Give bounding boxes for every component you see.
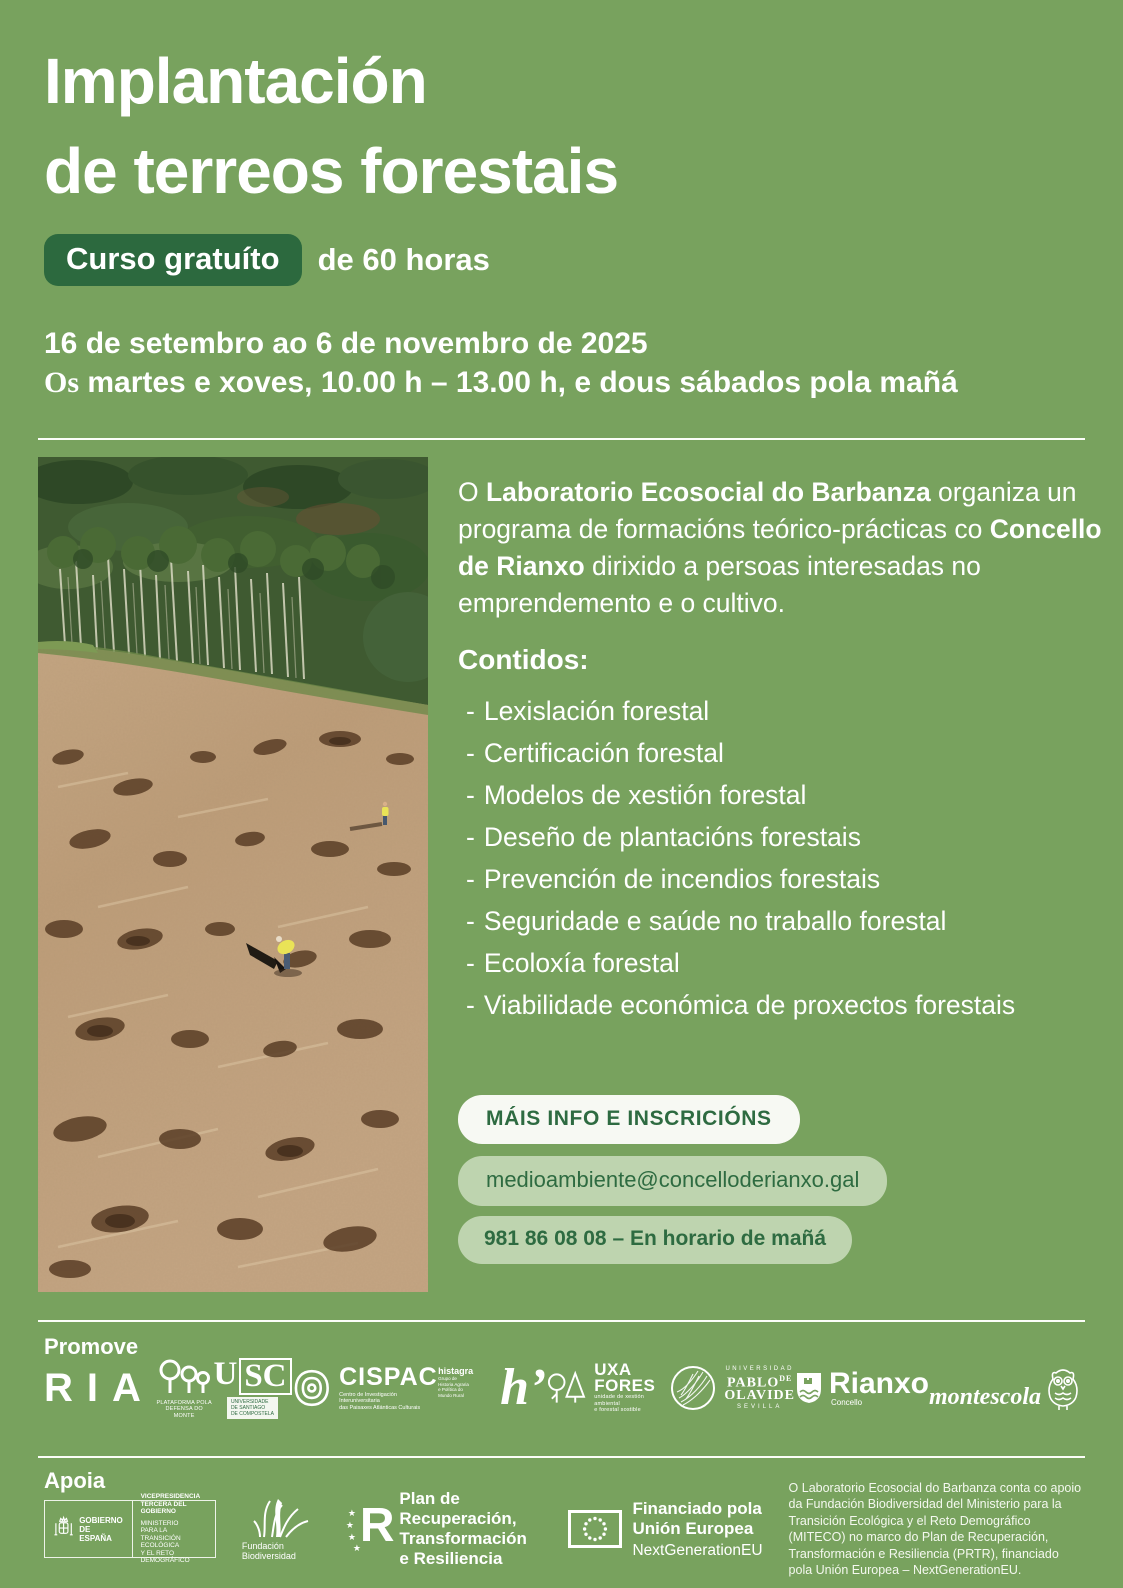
content-item — [466, 690, 1015, 732]
intro-text: O — [458, 477, 486, 507]
rianxo-shield-icon — [795, 1371, 823, 1405]
apoia-label: Apoia — [44, 1468, 106, 1493]
ministerio-label: VICEPRESIDENCIA TERCERA DEL GOBIERNO MINISTERIO PARA LA TRANSICIÓN ECOLÓGICA Y EL RETO DEMOGRÁFICO — [132, 1501, 215, 1557]
grass-icon — [250, 1497, 312, 1539]
spain-coat-of-arms-icon — [53, 1515, 74, 1543]
fundacion-biodiversidad-logo — [242, 1497, 320, 1561]
gobierno-espana-logo — [44, 1493, 216, 1565]
prtr-label: Plan de Recuperación, Transformación e Resiliencia — [399, 1489, 527, 1568]
eu-funding-logo — [568, 1499, 762, 1560]
field-photo — [38, 457, 428, 1292]
content-item-label: Certificación forestal — [483, 738, 724, 768]
usc-label: UNIVERSIDADE DE SANTIAGO DE COMPOSTELA — [227, 1397, 278, 1419]
uxafores-logo — [546, 1362, 669, 1414]
content-item — [466, 774, 1015, 816]
prtr-r-letter: R — [359, 1499, 395, 1552]
page-title — [44, 36, 618, 216]
montescola-wordmark: montescola — [929, 1384, 1041, 1410]
content-item — [466, 732, 1015, 774]
bullet: - — [466, 738, 475, 768]
uxafores-wordmark: UXA FORES — [594, 1360, 656, 1396]
upo-name-1: $PABLO^{DE}$ — [727, 1373, 793, 1391]
histagra-label: Grupo de Historia Agraria e Política do Mundo Rural — [438, 1376, 469, 1398]
legal-fine-print: O Laboratorio Ecosocial do Barbanza conta co apoio da Fundación Biodiversidad del Ministerio para la Transición Ecológica y el Reto Demográfico (MITECO) no marco do Plan de Recuperación, Transformación e Resiliencia (PRTR), financiado pola Unión Europea – NextGenerationEU. — [788, 1480, 1082, 1577]
course-dates — [44, 324, 958, 402]
plataforma-label: PLATAFORMA POLA DEFENSA DO MONTE — [156, 1399, 212, 1419]
badge-suffix: de 60 horas — [317, 242, 490, 277]
pablo-olavide-logo — [669, 1364, 795, 1412]
trees-icon — [155, 1357, 213, 1397]
montescola-logo — [929, 1365, 1083, 1411]
bullet: - — [466, 990, 475, 1020]
promoters-logo-row — [44, 1350, 1083, 1426]
content-item-label: Seguridade e saúde no traballo forestal — [483, 906, 947, 936]
upo-name-2: OLAVIDE — [724, 1388, 795, 1404]
divider-promove — [38, 1320, 1085, 1322]
phone-contact-button[interactable]: 981 86 08 08 – En horario de mañá — [458, 1216, 852, 1264]
divider-apoia — [38, 1456, 1085, 1458]
star-icon: ★ — [347, 1508, 356, 1518]
bullet: - — [466, 948, 475, 978]
content-item — [466, 858, 1015, 900]
prtr-logo — [346, 1489, 543, 1569]
cispac-rings-icon — [292, 1368, 332, 1408]
content-item-label: Modelos de xestión forestal — [483, 780, 807, 810]
histagra-logo — [438, 1359, 547, 1416]
uxafores-label: unidade de xestión ambiental e forestal sostible — [594, 1394, 645, 1414]
schedule-rest: martes e xoves, 10.00 h – 13.00 h, e dous sábados pola mañá — [79, 366, 958, 399]
upo-city-label: SEVILLA — [737, 1404, 783, 1411]
bullet: - — [466, 780, 475, 810]
owl-icon — [1043, 1365, 1083, 1411]
content-item-label: Prevención de incendios forestais — [483, 864, 881, 894]
schedule-prefix: Os — [44, 366, 80, 399]
more-info-button[interactable]: MÁIS INFO E INSCRICIÓNS — [458, 1095, 800, 1144]
content-item — [466, 816, 1015, 858]
date-range: 16 de setembro ao 6 de novembro de 2025 — [44, 327, 648, 360]
council-name: Concello de Rianxo — [458, 514, 1102, 581]
contents-heading: Contidos: — [458, 644, 589, 675]
title-line-2: de terreos forestais — [44, 135, 619, 207]
content-item — [466, 942, 1015, 984]
bullet: - — [466, 864, 475, 894]
uxafores-trees-icon — [546, 1370, 587, 1406]
free-course-badge: Curso gratuíto — [44, 234, 302, 286]
histagra-h-mark: h’ — [500, 1359, 547, 1416]
badge-row — [44, 234, 490, 286]
rianxo-wordmark: Rianxo — [828, 1366, 929, 1400]
usc-wordmark: U SC — [213, 1358, 291, 1395]
star-icon: ★ — [352, 1543, 361, 1553]
intro-paragraph — [458, 474, 1103, 622]
eu-flag-icon — [568, 1510, 622, 1548]
divider-top — [38, 438, 1085, 440]
intro-text: dirixido a persoas interesadas no emprendemento e o cultivo. — [458, 551, 981, 618]
content-item-label: Lexislación forestal — [483, 696, 710, 726]
bullet: - — [466, 906, 475, 936]
cispac-wordmark: CISPAC — [339, 1362, 438, 1391]
ria-logo: RIA — [44, 1365, 155, 1410]
content-item — [466, 900, 1015, 942]
rianxo-logo — [795, 1366, 929, 1407]
promove-label: Promove — [44, 1334, 139, 1359]
schedule-line — [44, 363, 958, 402]
email-contact-button[interactable]: medioambiente@concelloderianxo.gal — [458, 1156, 887, 1206]
content-item-label: Deseño de plantacións forestais — [483, 822, 861, 852]
intro-text: organiza un programa de formacións teórico-prácticas co — [458, 477, 1077, 544]
bullet: - — [466, 696, 475, 726]
cispac-label: Centro de Investigación Interuniversitaria das Paisaxes Atlánticas Culturais — [339, 1391, 421, 1411]
gobierno-label: GOBIERNO DE ESPAÑA — [79, 1515, 123, 1543]
deforested-hillside-image — [38, 457, 428, 1292]
plataforma-defensa-monte-logo — [155, 1357, 214, 1420]
star-icon: ★ — [347, 1532, 356, 1542]
cispac-logo — [292, 1362, 439, 1412]
fundacion-biodiversidad-label: Fundación Biodiversidad — [241, 1541, 296, 1561]
usc-logo — [213, 1355, 291, 1419]
star-icon: ★ — [345, 1520, 354, 1530]
content-item-label: Ecoloxía forestal — [483, 948, 680, 978]
histagra-wordmark: histagra — [438, 1366, 474, 1376]
title-line-1: Implantación — [44, 45, 427, 117]
prtr-r-mark — [345, 1499, 395, 1558]
content-item — [466, 984, 1015, 1026]
bullet: - — [466, 822, 475, 852]
olavide-seal-icon — [669, 1364, 717, 1412]
rianxo-concello-label: Concello — [830, 1397, 863, 1407]
contents-list — [466, 690, 1015, 1026]
content-item-label: Viabilidade económica de proxectos forestais — [483, 990, 1016, 1020]
eu-funding-label: Financiado pola Unión Europea NextGenerationEU — [632, 1498, 763, 1559]
upo-universidad-label: UNIVERSIDAD — [725, 1365, 794, 1372]
organizer-name: Laboratorio Ecosocial do Barbanza — [485, 477, 931, 507]
